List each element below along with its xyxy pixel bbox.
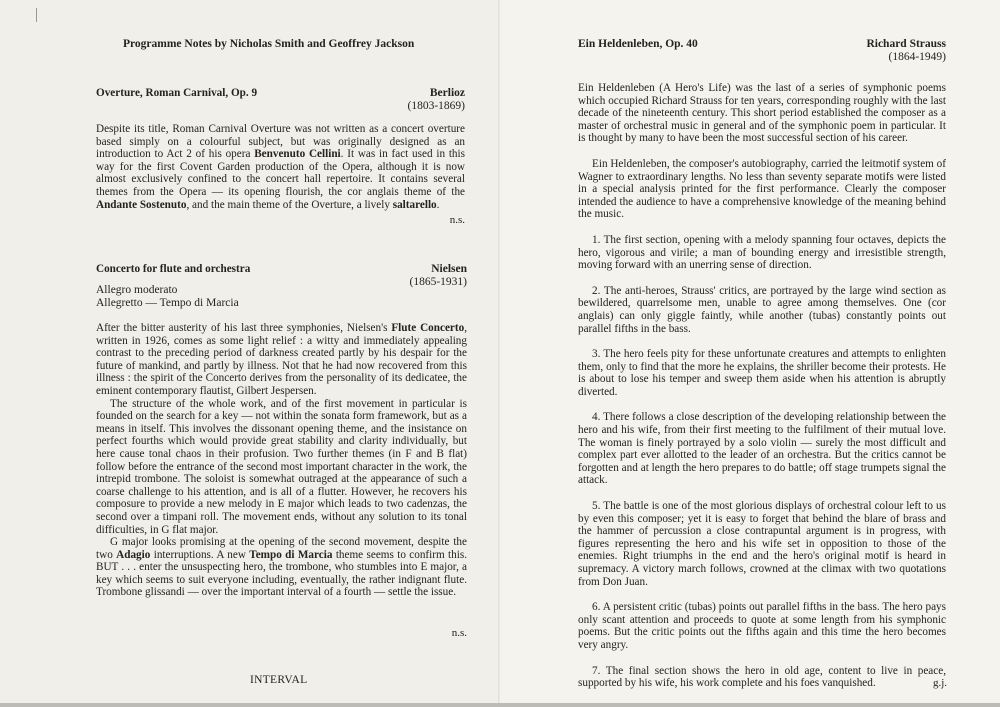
overture-notes xyxy=(96,123,465,211)
heldenleben-paragraph: 2. The anti-heroes, Strauss' critics, are portrayed by the large wind section as bewildered, quarrelsome men, unable to agree among themselves. One (cor anglais) can only giggle faintly, while another (tubas) constantly points out parallel fifths in the bass. xyxy=(578,284,946,335)
bold-term: Flute Concerto xyxy=(391,322,465,334)
composer-name: Nielsen xyxy=(431,263,467,275)
heldenleben-paragraph: 7. The final section shows the hero in old age, content to live in peace, supported by his wife, his work complete and his foes vanquished. xyxy=(578,664,946,690)
heldenleben-title: Ein Heldenleben, Op. 40 xyxy=(578,38,698,50)
heldenleben-paragraph: 5. The battle is one of the most glorious displays of orchestral colour left to us by even this composer; yet it is easy to forget that behind the blare of brass and the hammer of percussion a close contrapuntal argument is in progress, with figures representing the hero and his wife set in opposition to those of the enemies. Right triumphs in the end and the hero's original motif is heard in supremacy. A victory march follows, crowned at the climax with two quotations from Don Juan. xyxy=(578,500,946,588)
overture-header xyxy=(96,87,465,113)
concerto-paragraph xyxy=(96,322,467,398)
heldenleben-composer xyxy=(866,38,946,64)
bold-term: Benvenuto Cellini xyxy=(254,148,341,161)
composer-name: Berlioz xyxy=(429,87,465,99)
movement-tempi xyxy=(96,284,239,310)
overture-title: Overture, Roman Carnival, Op. 9 xyxy=(96,87,258,99)
bold-term: Adagio xyxy=(116,548,151,561)
running-head: Programme Notes by Nicholas Smith and Geoffrey Jackson xyxy=(123,38,415,50)
overture-composer xyxy=(408,87,466,113)
composer-name: Richard Strauss xyxy=(866,38,946,50)
concerto-composer xyxy=(410,263,468,289)
heldenleben-paragraph: Ein Heldenleben (A Hero's Life) was the last of a series of symphonic poems which occupied Richard Strauss for ten years, corresponding roughly with the last decade of the nineteenth century. This short period established the composer as a master of orchestral music in general and of the symphonic poem in particular. It is thought by many to have been the most successful section of his career. xyxy=(578,82,946,145)
text-run: G major looks promising at the opening of the second movement, despite the two xyxy=(96,536,467,561)
concerto-initials: n.s. xyxy=(451,627,467,639)
text-run: theme seems to confirm this. BUT . . . enter the unsuspecting hero, the trombone, who stumbles into E major, a key which seems to suit everyone including, eventually, the rather indignant flute. Trombone glissandi — over the important interval of a fourth — settle the issue. xyxy=(96,548,468,599)
heldenleben-header xyxy=(578,38,946,64)
text-run: . It was in fact used in this way for the first Covent Garden production of the Opera, although it is now almost exclusively confined to the concert hall repertoire. It contains several themes from the Opera — its opening flourish, the cor anglais theme of the xyxy=(96,148,465,198)
interval-label: INTERVAL xyxy=(250,674,308,686)
heldenleben-notes xyxy=(578,82,946,703)
page-bottom-edge xyxy=(0,703,1000,707)
heldenleben-paragraph: 6. A persistent critic (tubas) points out parallel fifths in the bass. The hero pays only scant attention and proceeds to quote at some length from his symphonic poems. But the critic points out the fifths again and this time the hero becomes very angry. xyxy=(578,601,946,651)
tempo-first-movement: Allegro moderato xyxy=(96,284,178,296)
overture-initials: n.s. xyxy=(449,214,465,226)
text-run: , and the main theme of the Overture, a lively xyxy=(186,198,393,211)
tempo-second-movement: Allegretto — Tempo di Marcia xyxy=(96,297,239,309)
text-run: After the bitter austerity of his last three symphonies, Nielsen's xyxy=(96,322,392,334)
composer-dates: (1865-1931) xyxy=(409,276,467,288)
text-run: The structure of the whole work, and of the first movement in particular is founded on the search for a key — not within the sonata form framework, but as a means in itself. This involves the dissonant opening theme, and the insistance on perfect fourths which would provide great stability and clarity individually, but here cause tonal chaos in their profusion. Two further themes (in F and B flat) follow before the entrance of the second most important character in the work, the intrepid trombone. The soloist is somewhat outraged at the appearance of such a coarse challenge to his attention, and is all of a flutter. However, he recovers his composure to provide a new melody in E major which leads to two cadenzas, the second over a timpani roll. The movement ends, without any solution to its tonal difficulties, in G flat major. xyxy=(96,397,467,536)
concerto-title: Concerto for flute and orchestra xyxy=(96,263,251,275)
text-run: Despite its title, Roman Carnival Overture was not written as a concert overture based simply on a colourful subject, but was originally designed as an introduction to Act 2 of his opera xyxy=(96,123,465,161)
concerto-notes xyxy=(96,322,467,599)
composer-dates: (1864-1949) xyxy=(888,51,946,63)
text-run: interruptions. A new xyxy=(150,548,250,561)
bold-term: saltarello xyxy=(392,198,437,211)
text-run: , written in 1926, comes as some light relief : a witty and immediately appealing contrast to the preceding period of darkness created partly by his despair for the future of mankind, and partly by illness. Not that he had now recovered from this illness : the spirit of the Concerto derives from the personality of its dedicatee, the eminent contemporary flautist, Gilbert Jespersen. xyxy=(96,322,467,397)
heldenleben-initials: g.j. xyxy=(932,677,947,689)
heldenleben-paragraph: 3. The hero feels pity for these unfortunate creatures and attempts to enlighten them, only to find that the more he explains, the shriller become their protests. He is about to lose his temper and sweep them aside when his attention is abruptly diverted. xyxy=(578,348,946,398)
fold-mark xyxy=(36,8,37,22)
composer-dates: (1803-1869) xyxy=(407,100,465,112)
bold-term: Andante Sostenuto xyxy=(96,198,187,211)
bold-term: Tempo di Marcia xyxy=(249,548,333,561)
concerto-paragraph xyxy=(96,398,467,537)
heldenleben-paragraph: 4. There follows a close description of the developing relationship between the hero and his wife, from their first meeting to the fulfilment of their mutual love. The woman is finely portrayed by a solo violin — surely the most difficult and complex part ever allotted to the leader of an orchestra. But the critics cannot be forgotten and at length the hero prepares to do battle; off stage trumpets signal the attack. xyxy=(578,411,946,487)
heldenleben-paragraph: 1. The first section, opening with a melody spanning four octaves, depicts the hero, vigorous and virile; a man of bounding energy and irresistible strength, moving forward with an unerring sense of direction. xyxy=(578,233,946,272)
heldenleben-paragraph: Ein Heldenleben, the composer's autobiography, carried the leitmotif system of Wagner to extraordinary lengths. No less than seventy separate motifs were listed in a special analysis printed for the first performance. Clearly the composer intended the audience to have a comprehensive knowledge of the meaning behind the music. xyxy=(578,157,946,221)
text-run: . xyxy=(436,198,440,211)
concerto-paragraph xyxy=(96,536,467,599)
